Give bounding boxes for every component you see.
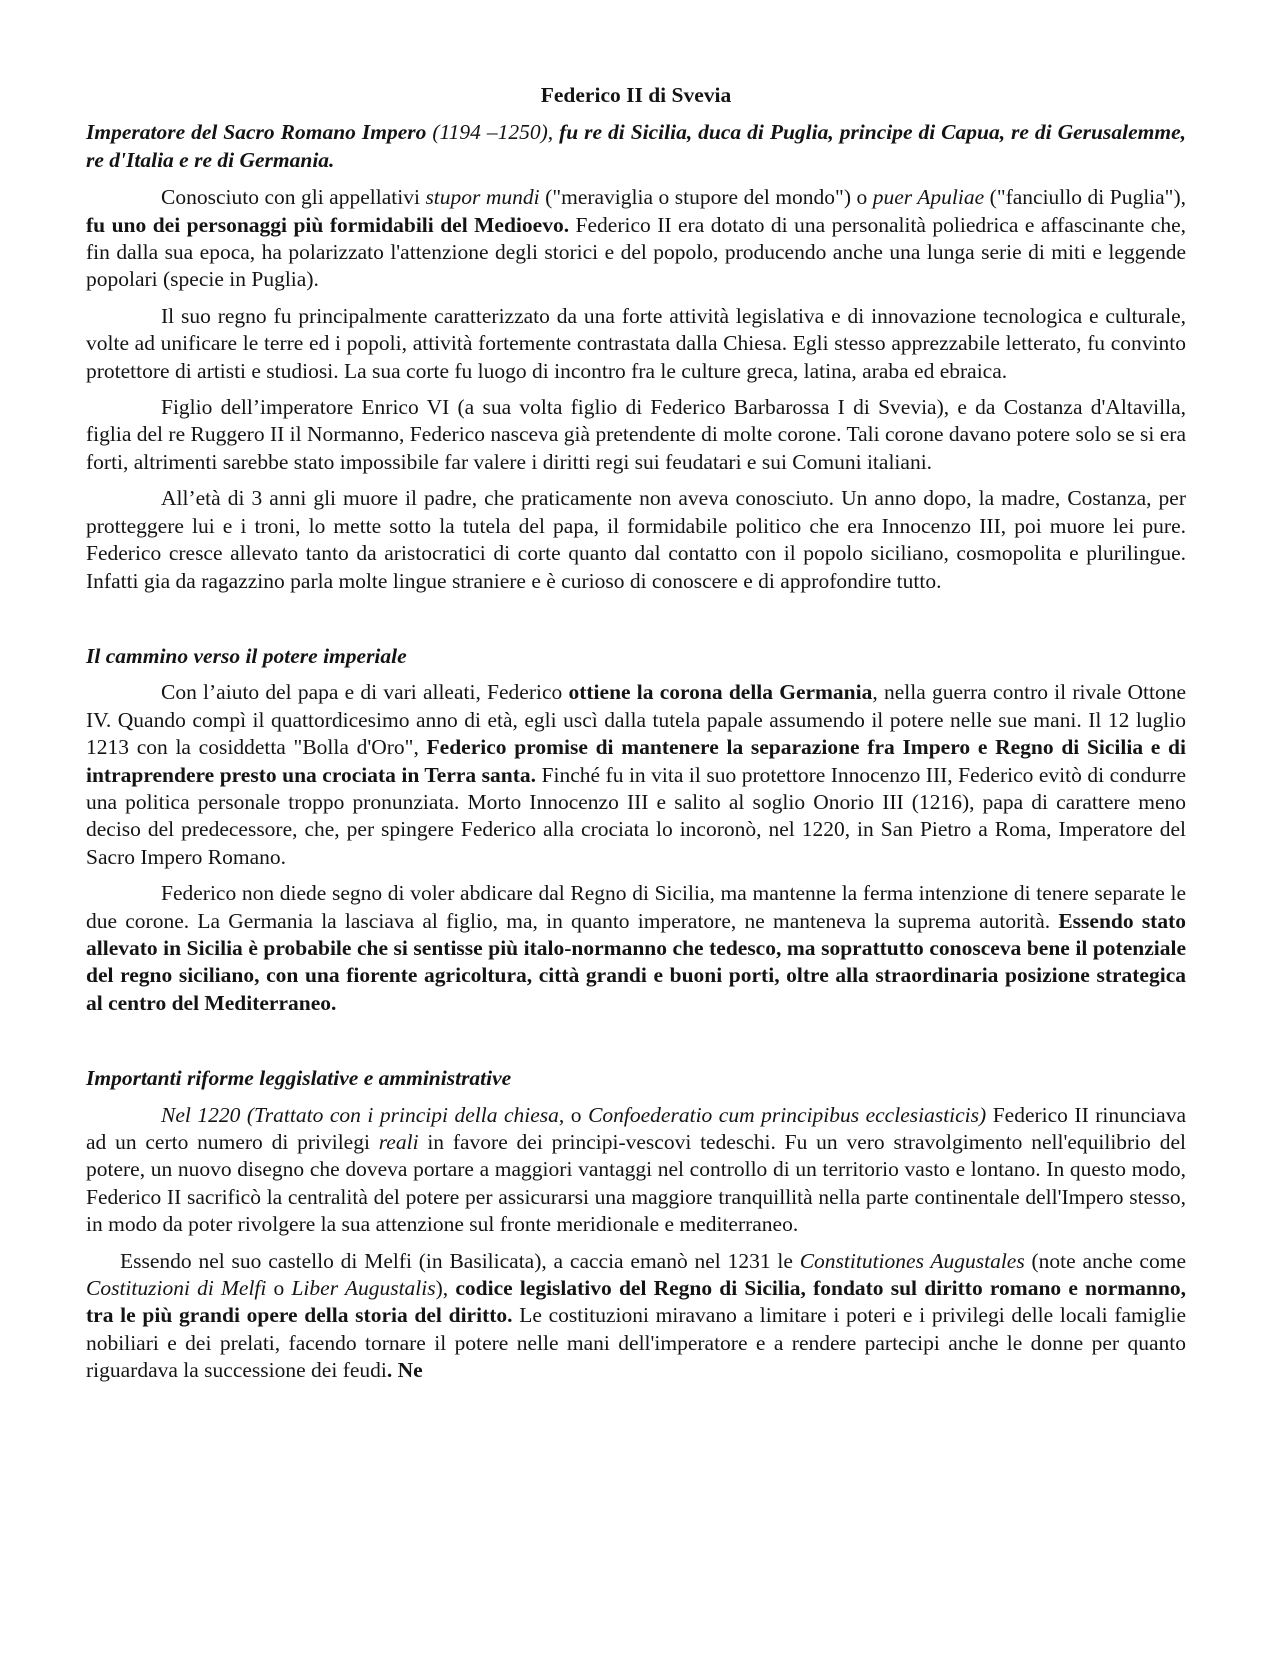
paragraph-1: Conosciuto con gli appellativi stupor mundi ("meraviglia o stupore del mondo") o puer Apuliae ("fanciullo di Puglia"), fu uno dei personaggi più formidabili del Medioevo. Federico II era dotato di una personalità poliedrica e affascinante che, fin dalla sua epoca, ha polarizzato l'attenzione degli storici e del popolo, producendo anche una lunga serie di miti e leggende popolari (specie in Puglia). bbox=[86, 185, 1186, 292]
emphasis-text: codice legislativo del Regno di Sicilia, fondato sul diritto romano e normanno, tra le più grandi opere della storia del diritto. bbox=[86, 1276, 1186, 1328]
document-page bbox=[86, 82, 1186, 1394]
emphasis-text: fu uno dei personaggi più formidabili del Medioevo. bbox=[86, 212, 570, 237]
section-heading-1: Il cammino verso il potere imperiale bbox=[86, 643, 407, 668]
paragraph-5: Con l’aiuto del papa e di vari alleati, Federico ottiene la corona della Germania, nella guerra contro il rivale Ottone IV. Quando compì il quattordicesimo anno di età, egli uscì dalla tutela papale assumendo il potere nelle sue mani. Il 12 luglio 1213 con la cosiddetta "Bolla d'Oro", Federico promise di mantenere la separazione fra Impero e Regno di Sicilia e di intraprendere presto una crociata in Terra santa. Finché fu in vita il suo protettore Innocenzo III, Federico evitò di condurre una politica personale troppo pronunziata. Morto Innocenzo III e salito al soglio Onorio III (1216), papa di carattere meno deciso del predecessore, che, per spingere Federico alla crociata lo incoronò, nel 1220, in San Pietro a Roma, Imperatore del Sacro Impero Romano. bbox=[86, 680, 1187, 869]
term-puer-apuliae: puer Apuliae bbox=[872, 185, 985, 210]
section-heading-2: Importanti riforme leggislative e amministrative bbox=[86, 1066, 512, 1091]
paragraph-7: Nel 1220 (Trattato con i principi della chiesa, o Confoederatio cum principibus ecclesiasticis) Federico II rinunciava ad un certo numero di privilegi reali in favore dei principi-vescovi tedeschi. Fu un vero stravolgimento nell'equilibrio del potere, un nuovo disegno che doveva portare a maggiori vantaggi nel controllo di un territorio vasto e lontano. In questo modo, Federico II sacrificò la centralità del potere per assicurarsi una maggiore tranquillità nella parte continentale dell'Impero stesso, in modo da poter rivolgere la sua attenzione sul fronte meridionale e mediterraneo. bbox=[86, 1102, 1186, 1237]
subtitle-titles: fu re di Sicilia, duca di Puglia, principe di Capua, re di Gerusalemme, re d'Italia e re di Germania. bbox=[86, 120, 1186, 172]
subtitle-dates: (1194 –1250), bbox=[426, 120, 554, 145]
paragraph-6: Federico non diede segno di voler abdicare dal Regno di Sicilia, ma mantenne la ferma intenzione di tenere separate le due corone. La Germania la lasciava al figlio, ma, in quanto imperatore, ne manteneva la suprema autorità. Essendo stato allevato in Sicilia è probabile che si sentisse più italo-normanno che tedesco, ma soprattutto conosceva bene il potenziale del regno siciliano, con una fiorente agricoltura, città grandi e buoni porti, oltre alla straordinaria posizione strategica al centro del Mediterraneo. bbox=[86, 881, 1187, 1015]
document-subtitle bbox=[86, 119, 1186, 174]
emphasis-text: Federico promise di mantenere la separazione fra Impero e Regno di Sicilia e di intraprendere presto una crociata in Terra santa. bbox=[86, 735, 1186, 787]
paragraph-3: Figlio dell’imperatore Enrico VI (a sua volta figlio di Federico Barbarossa I di Svevia), e da Costanza d'Altavilla, figlia del re Ruggero II il Normanno, Federico nasceva già pretendente di molte corone. Tali corone davano potere solo se si era forti, altrimenti sarebbe stato impossibile far valere i diritti regi sui feudatari e sui Comuni italiani. bbox=[86, 395, 1186, 474]
document-title: Federico II di Svevia bbox=[540, 83, 732, 107]
paragraph-4: All’età di 3 anni gli muore il padre, che praticamente non aveva conosciuto. Un anno dopo, la madre, Costanza, per protteggere lui e i troni, lo mette sotto la tutela del papa, il formidabile politico che era Innocenzo III, poi muore lei pure. Federico cresce allevato tanto da aristocratici di corte quanto dal contatto con il popolo siciliano, cosmopolita e plurilingue. Infatti gia da ragazzino parla molte lingue straniere e è curioso di conoscere e di approfondire tutto. bbox=[86, 486, 1186, 593]
paragraph-2: Il suo regno fu principalmente caratterizzato da una forte attività legislativa e di innovazione tecnologica e culturale, volte ad unificare le terre ed i popoli, attività fortemente contrastata dalla Chiesa. Egli stesso apprezzabile letterato, fu convinto protettore di artisti e studiosi. La sua corte fu luogo di incontro fra le culture greca, latina, araba ed ebraica. bbox=[86, 303, 1186, 383]
paragraph-8: Essendo nel suo castello di Melfi (in Basilicata), a caccia emanò nel 1231 le Constitutiones Augustales (note anche come Costituzioni di Melfi o Liber Augustalis), codice legislativo del Regno di Sicilia, fondato sul diritto romano e normanno, tra le più grandi opere della storia del diritto. Le costituzioni miravano a limitare i poteri e i privilegi delle locali famiglie nobiliari e dei prelati, facendo tornare il potere nelle mani dell'imperatore e a rendere partecipi anche le donne per quanto riguardava la successione dei feudi. Ne bbox=[86, 1248, 1186, 1383]
term-stupor-mundi: stupor mundi bbox=[425, 185, 540, 210]
subtitle-emperor: Imperatore del Sacro Romano Impero bbox=[86, 120, 427, 145]
emphasis-text: ottiene la corona della Germania bbox=[568, 680, 873, 705]
emphasis-text: Essendo stato allevato in Sicilia è probabile che si sentisse più italo-normanno che tedesco, ma soprattutto conosceva bene il potenziale del regno siciliano, con una fiorente agricoltura, città grandi e buoni porti, oltre alla straordinaria posizione strategica al centro del Mediterraneo. bbox=[86, 908, 1187, 1015]
